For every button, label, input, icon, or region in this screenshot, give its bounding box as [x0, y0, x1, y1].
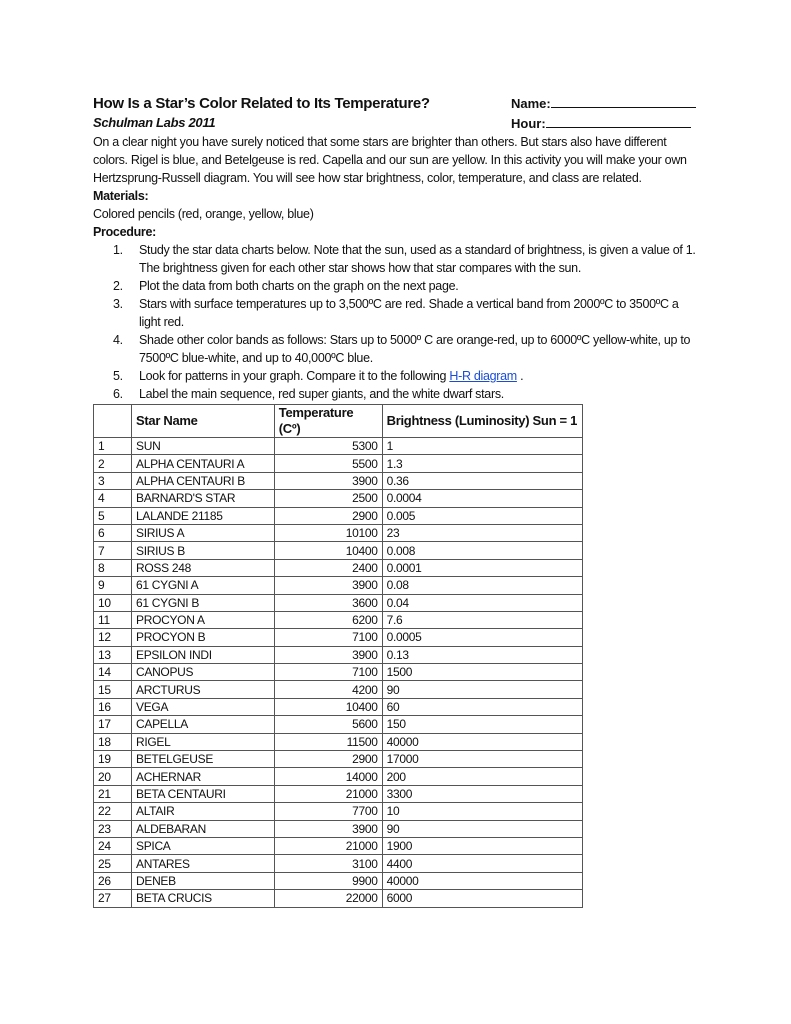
- star-temperature: 10400: [274, 542, 382, 559]
- hour-field[interactable]: [511, 115, 691, 131]
- star-brightness: 0.008: [382, 542, 582, 559]
- star-brightness: 60: [382, 698, 582, 715]
- star-temperature: 2400: [274, 559, 382, 576]
- row-index: 2: [94, 455, 132, 472]
- star-temperature: 3900: [274, 646, 382, 663]
- column-header-temperature: Temperature (Cº): [274, 405, 382, 438]
- table-row: [94, 820, 583, 837]
- column-header-star-name: Star Name: [132, 405, 275, 438]
- star-name: PROCYON B: [132, 629, 275, 646]
- star-brightness: 0.0005: [382, 629, 582, 646]
- row-index: 10: [94, 594, 132, 611]
- row-index: 5: [94, 507, 132, 524]
- star-temperature: 5600: [274, 716, 382, 733]
- hour-blank[interactable]: [546, 115, 691, 128]
- star-brightness: 40000: [382, 872, 582, 889]
- star-name: 61 CYGNI B: [132, 594, 275, 611]
- intro-paragraph: On a clear night you have surely noticed that some stars are brighter than others. But stars also have different colors. Rigel is blue, and Betelgeuse is red. Capella and our sun are yellow. In this activity you will make your own Hertzsprung-Russell diagram. You will see how star brightness, color, temperature, and class are related.: [93, 135, 687, 185]
- star-name: ARCTURUS: [132, 681, 275, 698]
- procedure-step: 4. Shade other color bands as follows: Stars up to 5000º C are orange-red, up to 6000ºC yellow-white, up to 7500ºC blue-white, and up to 40,000ºC blue.: [113, 333, 691, 365]
- star-brightness: 1500: [382, 664, 582, 681]
- table-row: [94, 664, 583, 681]
- star-temperature: 2900: [274, 751, 382, 768]
- row-index: 4: [94, 490, 132, 507]
- row-index: 27: [94, 890, 132, 907]
- row-index: 6: [94, 524, 132, 541]
- star-temperature: 2500: [274, 490, 382, 507]
- star-brightness: 1.3: [382, 455, 582, 472]
- star-brightness: 0.08: [382, 577, 582, 594]
- star-name: ALPHA CENTAURI B: [132, 472, 275, 489]
- star-temperature: 10400: [274, 698, 382, 715]
- hr-diagram-link[interactable]: H-R diagram: [449, 369, 517, 383]
- table-row: [94, 559, 583, 576]
- table-row: [94, 716, 583, 733]
- star-temperature: 14000: [274, 768, 382, 785]
- star-temperature: 9900: [274, 872, 382, 889]
- row-index: 22: [94, 803, 132, 820]
- star-temperature: 10100: [274, 524, 382, 541]
- star-name: ALTAIR: [132, 803, 275, 820]
- star-name: BETA CRUCIS: [132, 890, 275, 907]
- row-index: 23: [94, 820, 132, 837]
- row-index: 19: [94, 751, 132, 768]
- row-index: 1: [94, 438, 132, 455]
- star-temperature: 5500: [274, 455, 382, 472]
- table-body: [94, 438, 583, 908]
- table-row: [94, 507, 583, 524]
- star-temperature: 7700: [274, 803, 382, 820]
- star-name: RIGEL: [132, 733, 275, 750]
- star-temperature: 3900: [274, 820, 382, 837]
- star-name: VEGA: [132, 698, 275, 715]
- star-name: PROCYON A: [132, 611, 275, 628]
- row-index: 20: [94, 768, 132, 785]
- table-row: [94, 611, 583, 628]
- star-name: BETELGEUSE: [132, 751, 275, 768]
- name-label: Name:: [511, 96, 551, 111]
- table-row: [94, 490, 583, 507]
- star-name: ACHERNAR: [132, 768, 275, 785]
- row-index: 24: [94, 837, 132, 854]
- materials-text: Colored pencils (red, orange, yellow, blue): [93, 207, 314, 221]
- star-brightness: 0.0001: [382, 559, 582, 576]
- row-index: 13: [94, 646, 132, 663]
- star-name: SUN: [132, 438, 275, 455]
- row-index: 8: [94, 559, 132, 576]
- table-header-row: [94, 405, 583, 438]
- star-brightness: 4400: [382, 855, 582, 872]
- table-row: [94, 698, 583, 715]
- star-temperature: 22000: [274, 890, 382, 907]
- star-name: SPICA: [132, 837, 275, 854]
- table-row: [94, 785, 583, 802]
- row-index: 11: [94, 611, 132, 628]
- column-header-index: [94, 405, 132, 438]
- row-index: 26: [94, 872, 132, 889]
- column-header-brightness: Brightness (Luminosity) Sun = 1: [382, 405, 582, 438]
- procedure-heading: Procedure:: [93, 225, 156, 239]
- procedure-step: 2. Plot the data from both charts on the graph on the next page.: [113, 279, 459, 293]
- table-row: [94, 577, 583, 594]
- row-index: 14: [94, 664, 132, 681]
- procedure-step: 1. Study the star data charts below. Note that the sun, used as a standard of brightness, is given a value of 1. The brightness given for each other star shows how that star compares with the sun.: [113, 243, 696, 275]
- star-temperature: 4200: [274, 681, 382, 698]
- star-brightness: 7.6: [382, 611, 582, 628]
- star-brightness: 0.13: [382, 646, 582, 663]
- table-row: [94, 524, 583, 541]
- star-temperature: 11500: [274, 733, 382, 750]
- procedure-steps: [93, 241, 703, 403]
- table-row: [94, 646, 583, 663]
- materials-heading: Materials:: [93, 189, 149, 203]
- row-index: 25: [94, 855, 132, 872]
- hour-label: Hour:: [511, 116, 546, 131]
- name-blank[interactable]: [551, 95, 696, 108]
- star-temperature: 3900: [274, 577, 382, 594]
- star-temperature: 21000: [274, 785, 382, 802]
- star-name: SIRIUS B: [132, 542, 275, 559]
- table-row: [94, 890, 583, 907]
- star-name: ROSS 248: [132, 559, 275, 576]
- table-row: [94, 472, 583, 489]
- table-row: [94, 681, 583, 698]
- star-name: ALDEBARAN: [132, 820, 275, 837]
- page-subtitle: Schulman Labs 2011: [93, 115, 216, 130]
- star-brightness: 150: [382, 716, 582, 733]
- table-row: [94, 803, 583, 820]
- row-index: 3: [94, 472, 132, 489]
- star-brightness: 1900: [382, 837, 582, 854]
- star-data-table: [93, 404, 583, 908]
- star-temperature: 5300: [274, 438, 382, 455]
- table-row: [94, 768, 583, 785]
- star-name: BETA CENTAURI: [132, 785, 275, 802]
- row-index: 16: [94, 698, 132, 715]
- star-temperature: 7100: [274, 664, 382, 681]
- procedure-step: 5. Look for patterns in your graph. Compare it to the following H-R diagram .: [113, 369, 524, 383]
- star-brightness: 3300: [382, 785, 582, 802]
- star-brightness: 0.0004: [382, 490, 582, 507]
- star-name: LALANDE 21185: [132, 507, 275, 524]
- table-row: [94, 594, 583, 611]
- star-name: ANTARES: [132, 855, 275, 872]
- table-row: [94, 733, 583, 750]
- star-name: SIRIUS A: [132, 524, 275, 541]
- star-temperature: 6200: [274, 611, 382, 628]
- star-brightness: 40000: [382, 733, 582, 750]
- table-row: [94, 542, 583, 559]
- star-name: ALPHA CENTAURI A: [132, 455, 275, 472]
- star-name: CAPELLA: [132, 716, 275, 733]
- star-temperature: 21000: [274, 837, 382, 854]
- star-brightness: 200: [382, 768, 582, 785]
- star-brightness: 17000: [382, 751, 582, 768]
- star-brightness: 6000: [382, 890, 582, 907]
- table-row: [94, 438, 583, 455]
- star-name: BARNARD'S STAR: [132, 490, 275, 507]
- star-brightness: 0.04: [382, 594, 582, 611]
- star-temperature: 2900: [274, 507, 382, 524]
- row-index: 17: [94, 716, 132, 733]
- star-temperature: 7100: [274, 629, 382, 646]
- star-name: CANOPUS: [132, 664, 275, 681]
- star-brightness: 1: [382, 438, 582, 455]
- procedure-step: 6. Label the main sequence, red super giants, and the white dwarf stars.: [113, 387, 504, 401]
- name-field[interactable]: [511, 95, 696, 111]
- procedure-step: 3. Stars with surface temperatures up to 3,500ºC are red. Shade a vertical band from 2000ºC to 3500ºC a light red.: [113, 297, 679, 329]
- star-brightness: 10: [382, 803, 582, 820]
- star-brightness: 0.005: [382, 507, 582, 524]
- row-index: 7: [94, 542, 132, 559]
- table-row: [94, 455, 583, 472]
- row-index: 15: [94, 681, 132, 698]
- row-index: 21: [94, 785, 132, 802]
- table-row: [94, 872, 583, 889]
- star-temperature: 3100: [274, 855, 382, 872]
- star-temperature: 3900: [274, 472, 382, 489]
- page-title: How Is a Star’s Color Related to Its Temperature?: [93, 95, 430, 112]
- star-brightness: 0.36: [382, 472, 582, 489]
- worksheet: [93, 95, 703, 403]
- star-name: EPSILON INDI: [132, 646, 275, 663]
- table-row: [94, 629, 583, 646]
- star-brightness: 90: [382, 681, 582, 698]
- table-row: [94, 855, 583, 872]
- table-row: [94, 837, 583, 854]
- star-name: DENEB: [132, 872, 275, 889]
- star-brightness: 90: [382, 820, 582, 837]
- row-index: 12: [94, 629, 132, 646]
- star-temperature: 3600: [274, 594, 382, 611]
- table-row: [94, 751, 583, 768]
- star-name: 61 CYGNI A: [132, 577, 275, 594]
- row-index: 9: [94, 577, 132, 594]
- star-brightness: 23: [382, 524, 582, 541]
- row-index: 18: [94, 733, 132, 750]
